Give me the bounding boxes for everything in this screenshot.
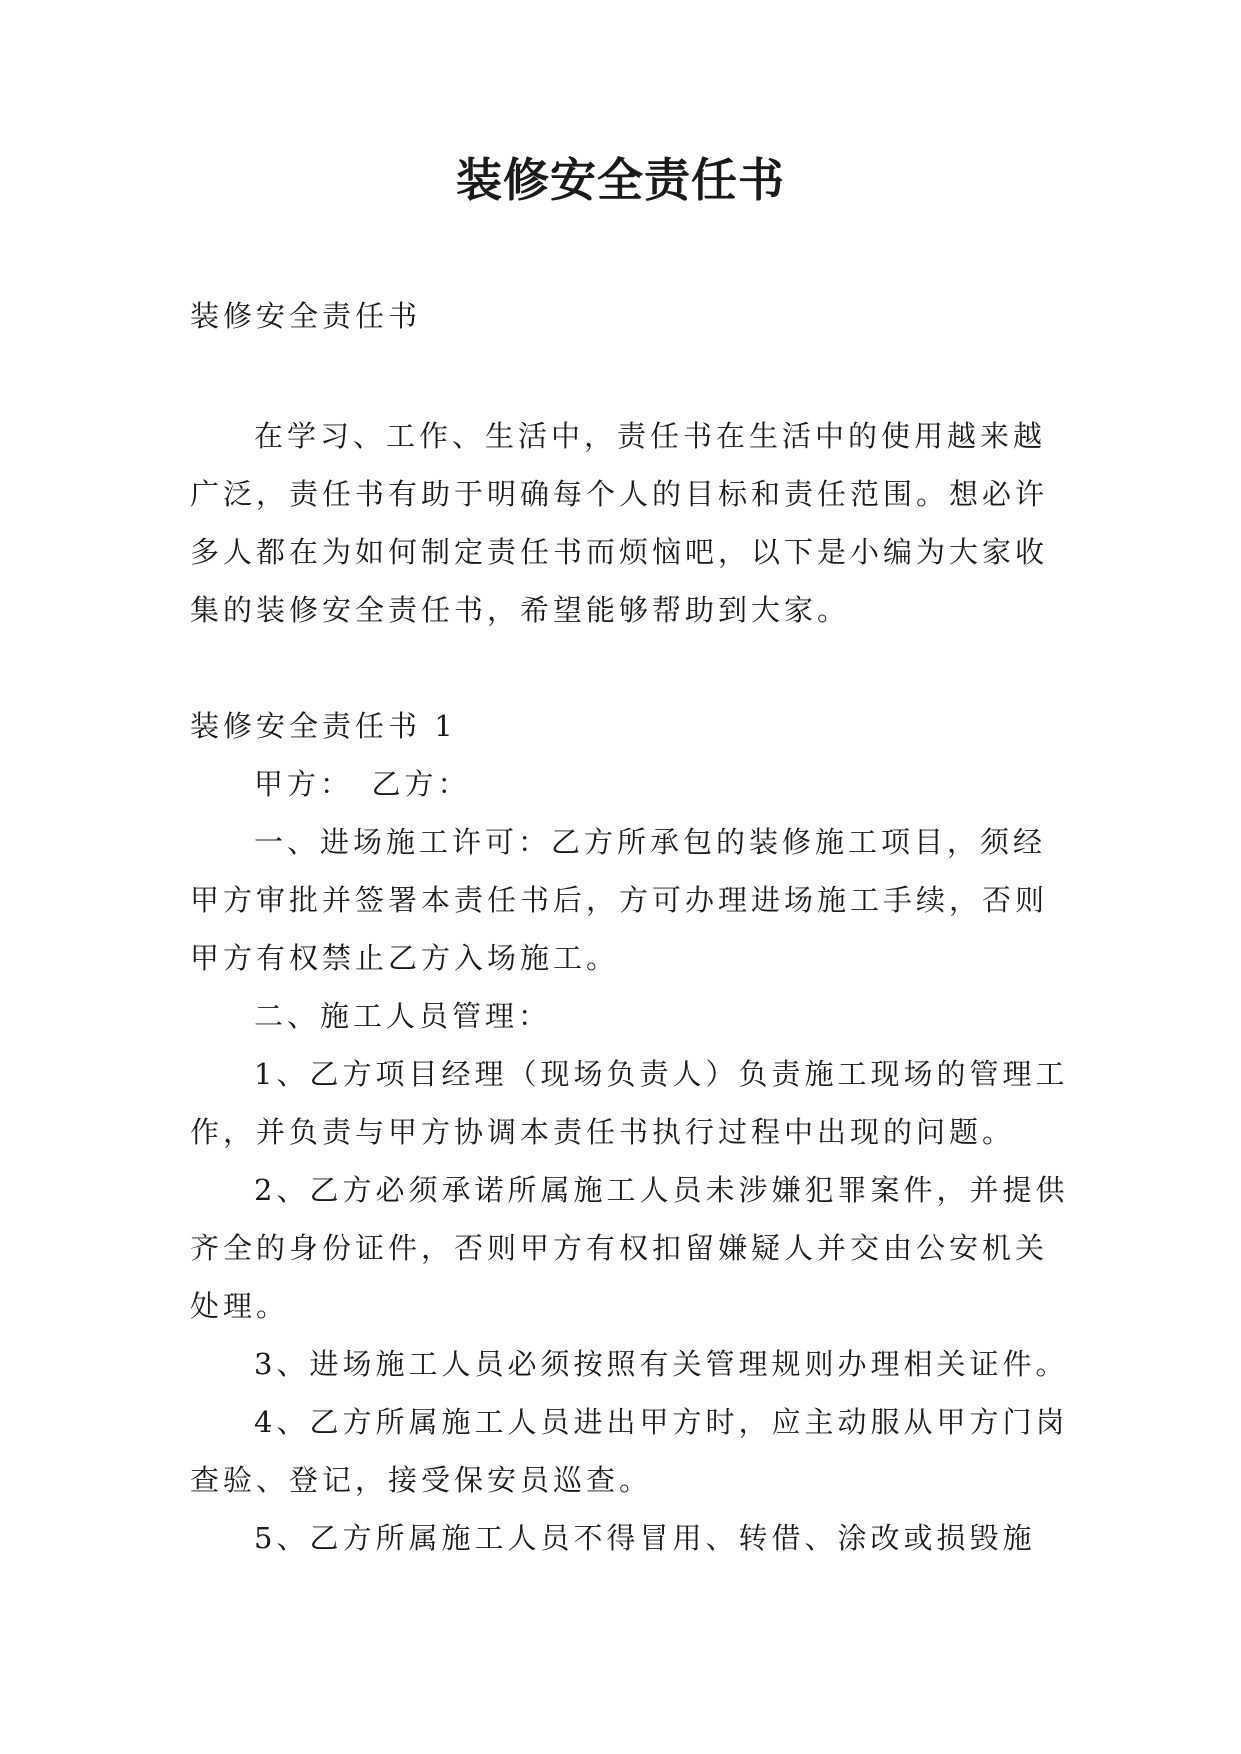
paragraph-staff-management-heading: 二、施工人员管理： (254, 999, 552, 1033)
paragraph-item-3: 3、进场施工人员必须按照有关管理规则办理相关证件。 (254, 1347, 1069, 1381)
paragraph-item-5: 5、乙方所属施工人员不得冒用、转借、涂改或损毁施 (254, 1521, 1036, 1555)
document-title: 装修安全责任书 (456, 153, 785, 207)
document-body (190, 287, 1070, 1567)
paragraph-item-2: 2、乙方必须承诺所属施工人员未涉嫌犯罪案件，并提供齐全的身份证件，否则甲方有权扣留嫌疑人并交由公安机关处理。 (190, 1173, 1069, 1323)
paragraph-item-1: 1、乙方项目经理（现场负责人）负责施工现场的管理工作，并负责与甲方协调本责任书执行过程中出现的问题。 (190, 1057, 1069, 1149)
paragraph-item-4: 4、乙方所属施工人员进出甲方时，应主动服从甲方门岗查验、登记，接受保安员巡查。 (190, 1405, 1069, 1497)
section-heading: 装修安全责任书 1 (190, 709, 457, 743)
paragraph-entry-permit: 一、进场施工许可：乙方所承包的装修施工项目，须经甲方审批并签署本责任书后，方可办理进场施工手续，否则甲方有权禁止乙方入场施工。 (190, 825, 1049, 975)
paragraph-parties: 甲方： 乙方： (254, 767, 471, 801)
document-subtitle: 装修安全责任书 (190, 299, 422, 333)
intro-paragraph: 在学习、工作、生活中，责任书在生活中的使用越来越广泛，责任书有助于明确每个人的目标和责任范围。想必许多人都在为如何制定责任书而烦恼吧，以下是小编为大家收集的装修安全责任书，希望能够帮助到大家。 (190, 419, 1049, 627)
